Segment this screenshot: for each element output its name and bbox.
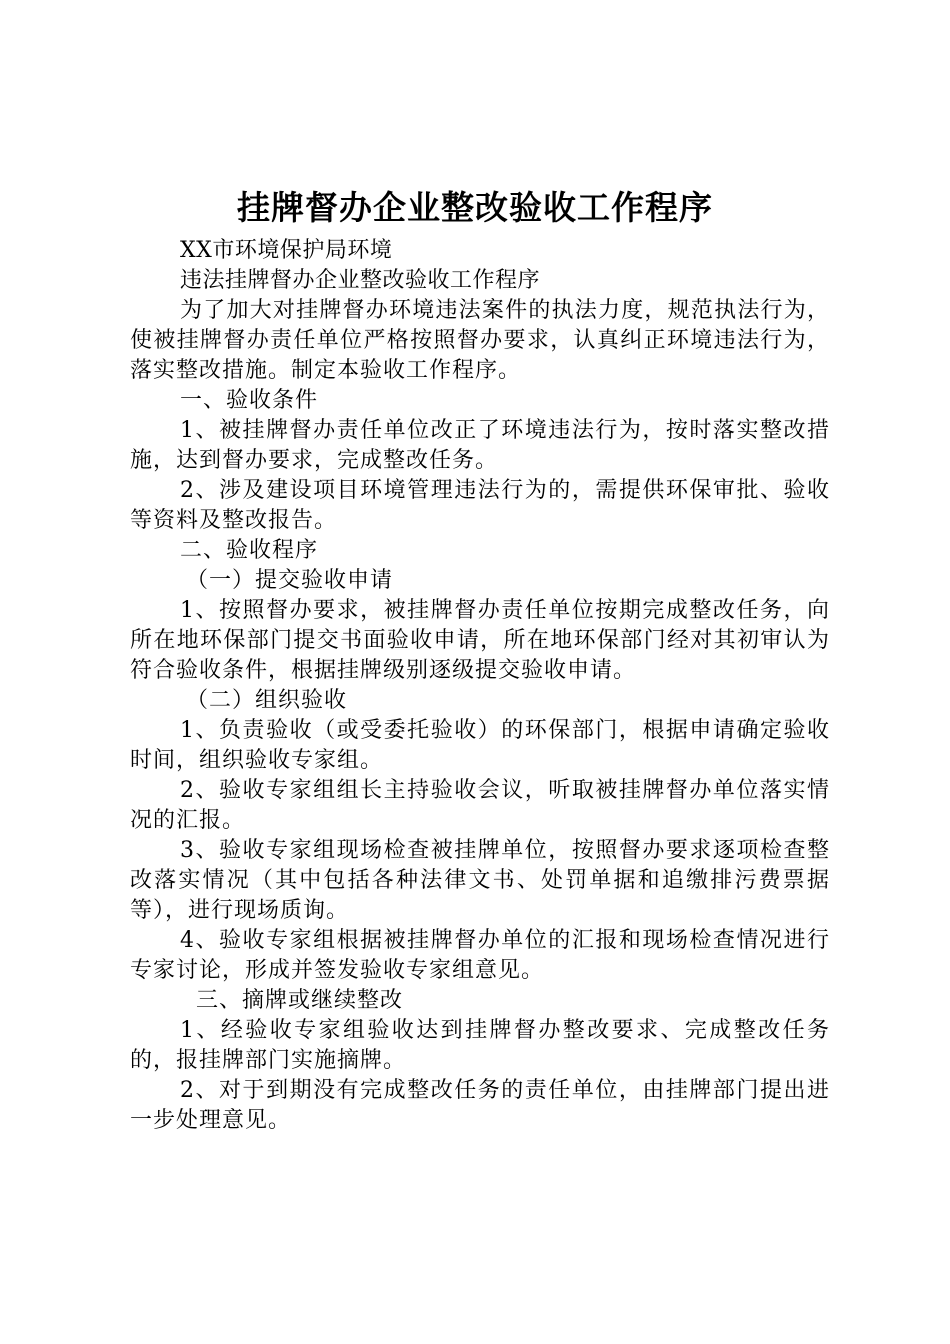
document-title: 挂牌督办企业整改验收工作程序 [237, 188, 713, 227]
document-body [130, 236, 830, 1136]
section-heading-acceptance-procedure: 二、验收程序 [180, 538, 319, 563]
section-heading-delisting: 三、摘牌或继续整改 [196, 988, 404, 1013]
organize-item-3: 3、验收专家组现场检查被挂牌单位，按照督办要求逐项检查整改落实情况（其中包括各种法律文书、处罚单据和追缴排污费票据等），进行现场质询。 [130, 838, 830, 923]
section-heading-acceptance-conditions: 一、验收条件 [180, 388, 319, 413]
delisting-item-1: 1、经验收专家组验收达到挂牌督办整改要求、完成整改任务的，报挂牌部门实施摘牌。 [130, 1018, 830, 1073]
condition-item-1: 1、被挂牌督办责任单位改正了环境违法行为，按时落实整改措施，达到督办要求，完成整改任务。 [130, 418, 830, 473]
organize-item-1: 1、负责验收（或受委托验收）的环保部门，根据申请确定验收时间，组织验收专家组。 [130, 718, 830, 773]
intro-paragraph: 为了加大对挂牌督办环境违法案件的执法力度，规范执法行为，使被挂牌督办责任单位严格按照督办要求，认真纠正环境违法行为，落实整改措施。制定本验收工作程序。 [130, 298, 830, 383]
organize-item-4: 4、验收专家组根据被挂牌督办单位的汇报和现场检查情况进行专家讨论，形成并签发验收专家组意见。 [130, 928, 830, 983]
document-name-line: 违法挂牌督办企业整改验收工作程序 [180, 268, 541, 293]
subsection-heading-organize-acceptance: （二）组织验收 [186, 688, 348, 713]
submit-item-1: 1、按照督办要求，被挂牌督办责任单位按期完成整改任务，向所在地环保部门提交书面验收申请，所在地环保部门经对其初审认为符合验收条件，根据挂牌级别逐级提交验收申请。 [130, 598, 830, 683]
organize-item-2: 2、验收专家组组长主持验收会议，听取被挂牌督办单位落实情况的汇报。 [130, 778, 830, 833]
subsection-heading-submit-application: （一）提交验收申请 [186, 568, 394, 593]
condition-item-2: 2、涉及建设项目环境管理违法行为的，需提供环保审批、验收等资料及整改报告。 [130, 478, 830, 533]
delisting-item-2: 2、对于到期没有完成整改任务的责任单位，由挂牌部门提出进一步处理意见。 [130, 1078, 830, 1133]
issuer-line: XX市环境保护局环境 [180, 238, 393, 263]
